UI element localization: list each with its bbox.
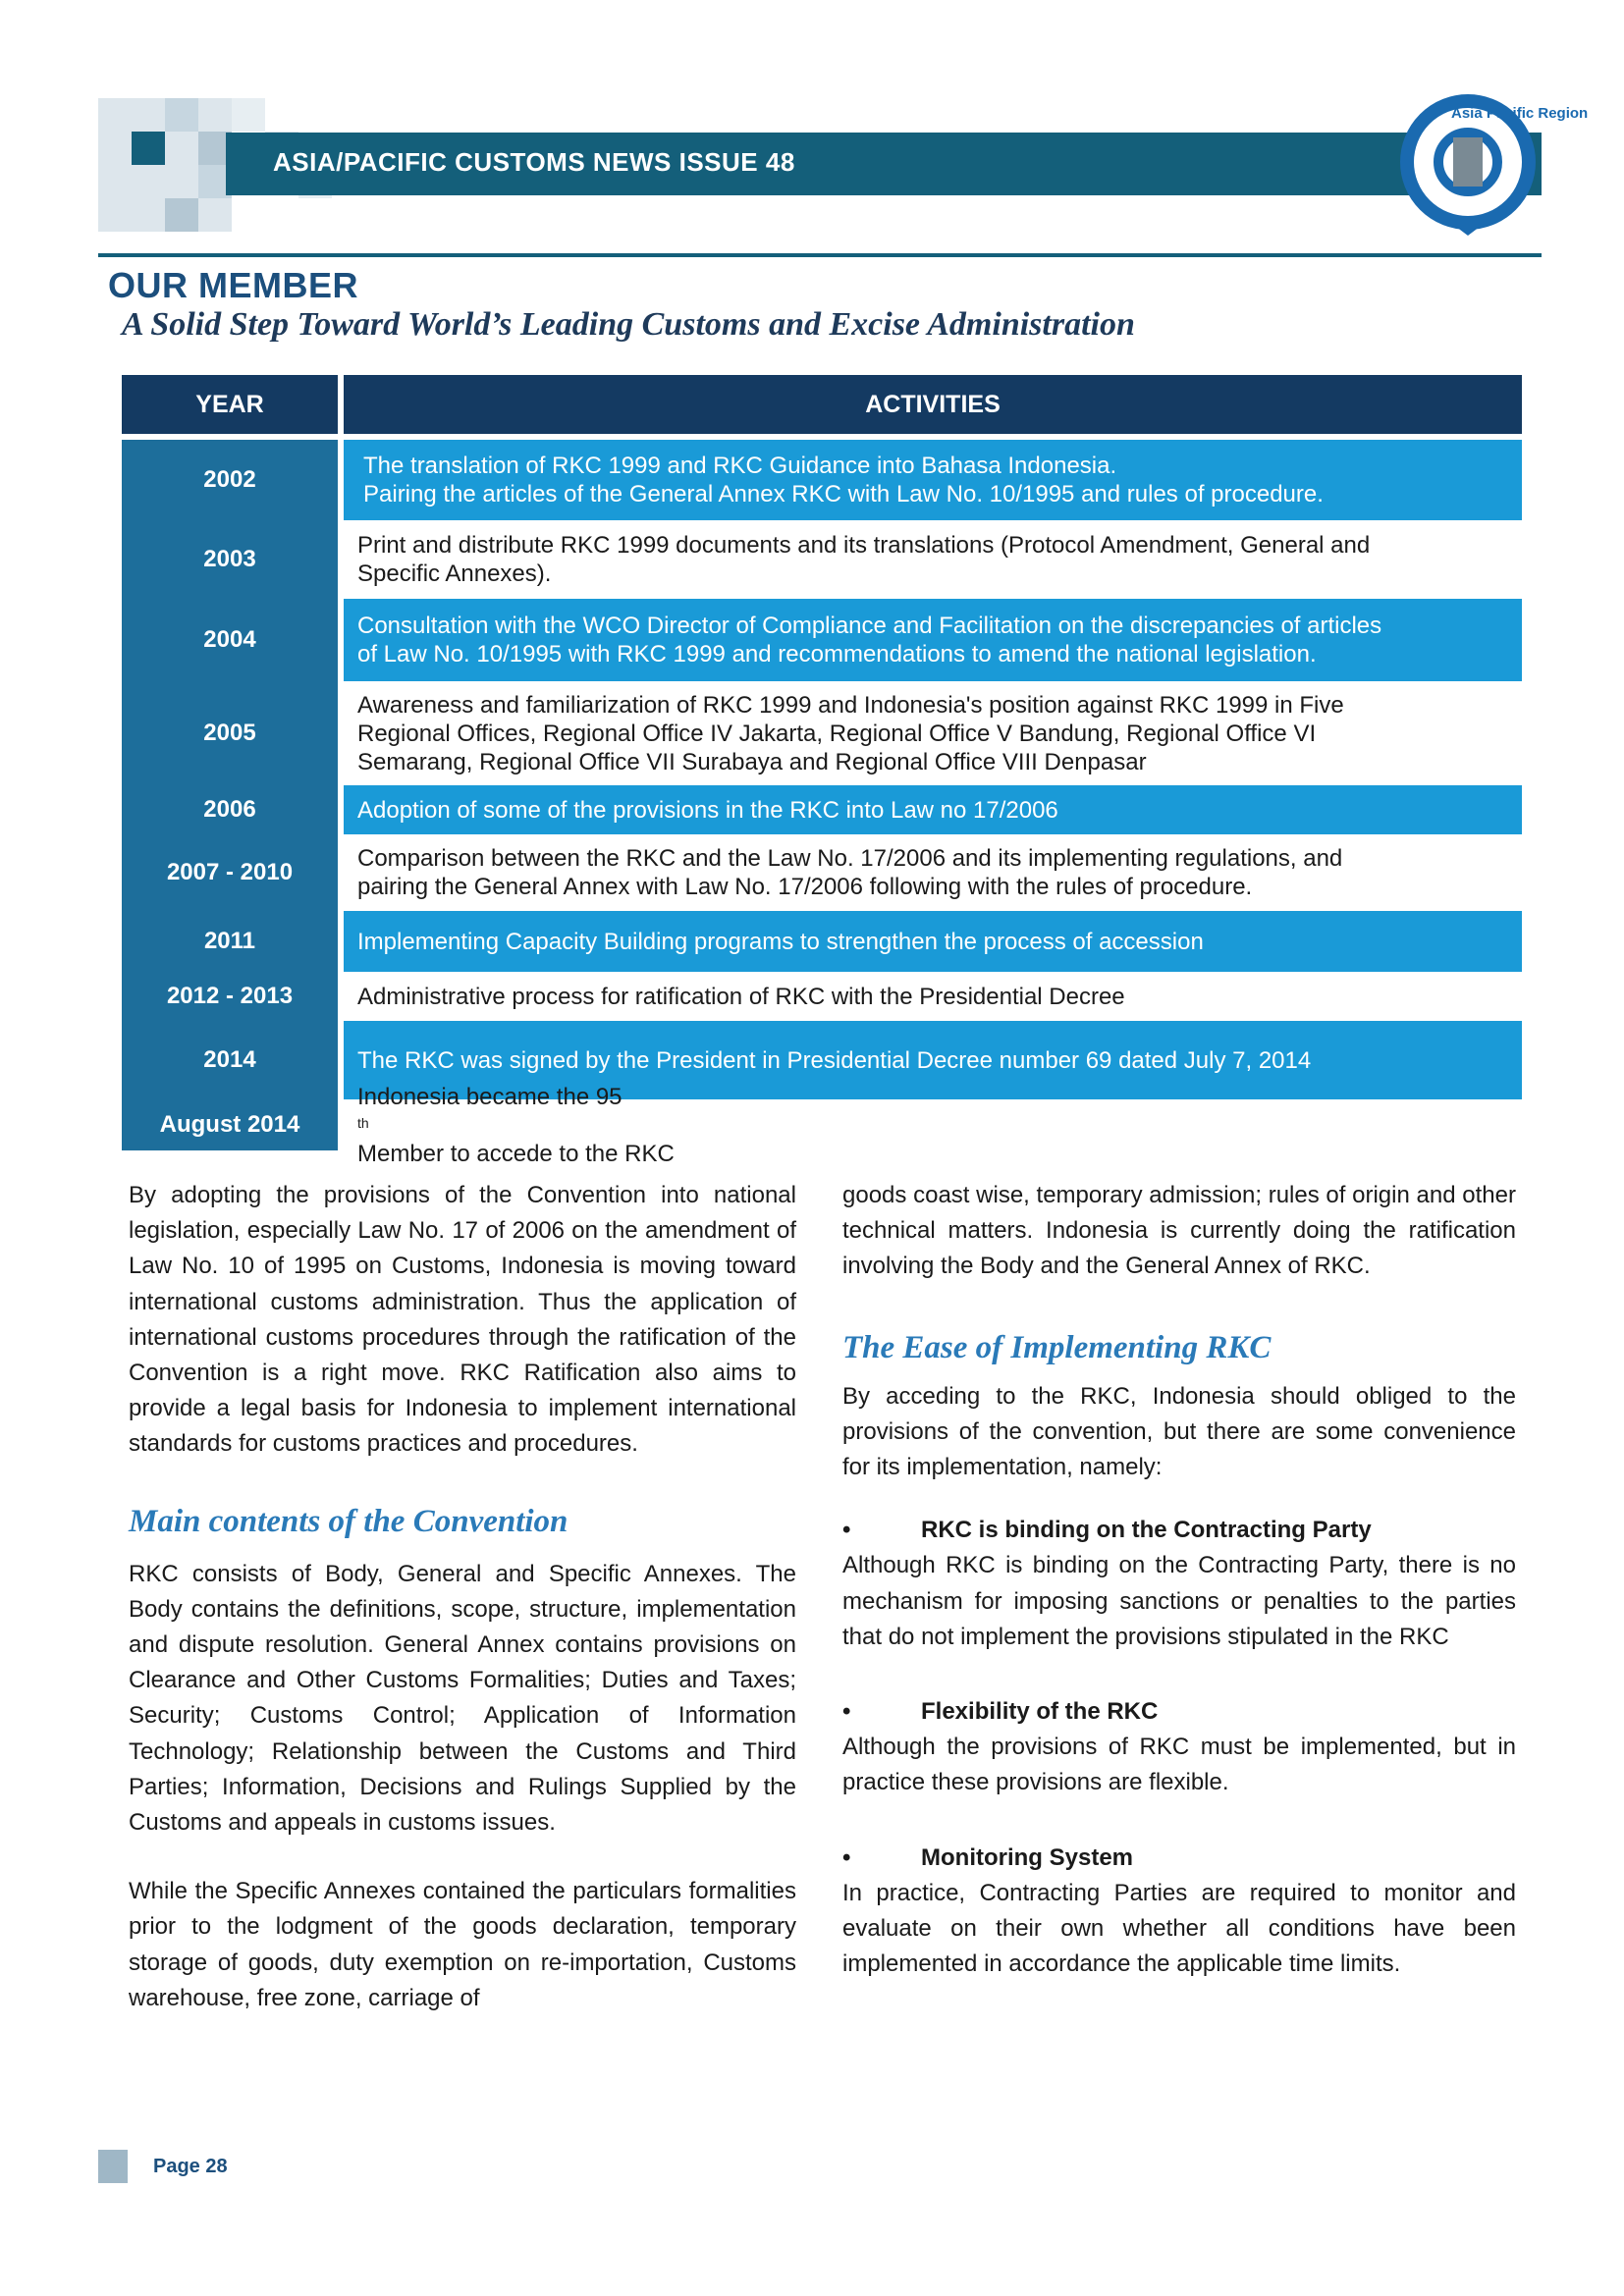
year-cell: 2003 (122, 520, 338, 599)
table-row (122, 599, 1522, 681)
bullet-heading (842, 1694, 1516, 1730)
bullet-icon: • (842, 1843, 851, 1871)
continued-paragraph: goods coast wise, temporary admission; rules of origin and other technical matters. Indonesia is currently doing the ratification involving the Body and the General Annex of RKC. (842, 1182, 1516, 1280)
table-row (122, 834, 1522, 911)
activity-cell (344, 834, 1522, 911)
header-rule (98, 253, 1542, 257)
table-row (122, 440, 1522, 520)
activity-line: Implementing Capacity Building programs to strengthen the process of accession (357, 928, 1204, 955)
activity-cell (344, 972, 1522, 1021)
right-column (842, 1178, 1516, 1982)
activity-line: Specific Annexes). (357, 561, 552, 587)
left-column (129, 1178, 796, 2016)
section-heading-main-contents: Main contents of the Convention (129, 1503, 568, 1539)
bullet-text: Although the provisions of RKC must be implemented, but in practice these provisions are flexible. (842, 1734, 1516, 1796)
activity-line (357, 1083, 675, 1168)
bullet-item (842, 1513, 1516, 1655)
page-number: Page 28 (153, 2156, 228, 2177)
activity-cell (344, 1083, 1522, 1167)
year-cell: 2006 (122, 785, 338, 834)
bullet-title: RKC is binding on the Contracting Party (921, 1517, 1372, 1544)
bullet-item (842, 1694, 1516, 1801)
bullet-text: In practice, Contracting Parties are required to monitor and evaluate on their own whether all conditions have been implemented in accordance the applicable time limits. (842, 1879, 1516, 1978)
year-cell: 2012 - 2013 (122, 972, 338, 1021)
body-paragraph: RKC consists of Body, General and Specific Annexes. The Body contains the definitions, scope, structure, implementation and dispute resolution. General Annex contains provisions on Clearance and Other Customs Formalities; Duties and Taxes; Security; Customs Control; Application of Information Technology; Relationship between the Customs and Third Parties; Information, Decisions and Rulings Supplied by the Customs and appeals in customs issues. (129, 1560, 796, 1837)
table-row (122, 520, 1522, 599)
table-row (122, 911, 1522, 972)
intro-paragraph: By adopting the provisions of the Convention into national legislation, especially Law No. 17 of 2006 on the amendment of Law No. 10 of 1995 on Customs, Indonesia is moving toward international customs administration. Thus the application of international customs procedures through the ratification of the Convention is a right move. RKC Ratification also aims to provide a legal basis for Indonesia to implement international standards for customs practices and procedures. (129, 1182, 796, 1458)
activity-cell (344, 785, 1522, 834)
body-paragraph: By acceding to the RKC, Indonesia should obliged to the provisions of the convention, but there are some convenience for its implementation, namely: (842, 1382, 1516, 1481)
table-row (122, 681, 1522, 785)
activity-line: pairing the General Annex with Law No. 17/2006 following with the rules of procedure. (357, 874, 1253, 900)
ordinal-suffix: th (357, 1114, 369, 1131)
activity-line: Semarang, Regional Office VII Surabaya and Regional Office VIII Denpasar (357, 748, 1147, 775)
activity-line: Regional Offices, Regional Office IV Jakarta, Regional Office V Bandung, Regional Office VI (357, 720, 1317, 747)
table-row (122, 1021, 1522, 1099)
activity-line: of Law No. 10/1995 with RKC 1999 and recommendations to amend the national legislation. (357, 641, 1317, 667)
activity-line: Administrative process for ratification of RKC with the Presidential Decree (357, 983, 1125, 1010)
bullet-heading (842, 1841, 1516, 1876)
activity-line: Awareness and familiarization of RKC 1999 and Indonesia's position against RKC 1999 in Five (357, 691, 1344, 719)
table-row (122, 1083, 1522, 1167)
bullet-heading (842, 1513, 1516, 1548)
bullet-text: Although RKC is binding on the Contracting Party, there is no mechanism for imposing sanctions or penalties to the parties that do not implement the provisions stipulated in the RKC (842, 1552, 1516, 1650)
table-header (122, 375, 1522, 434)
body-paragraph: While the Specific Annexes contained the particulars formalities prior to the lodgment of the goods declaration, temporary storage of goods, duty exemption on re-importation, Customs warehouse, free zone, carriage of (129, 1878, 796, 2011)
table-body (122, 440, 1522, 1167)
table-row (122, 972, 1522, 1021)
column-header-activities: ACTIVITIES (344, 375, 1522, 434)
article-title: A Solid Step Toward World’s Leading Customs and Excise Administration (122, 306, 1135, 343)
publication-title: ASIA/PACIFIC CUSTOMS NEWS ISSUE 48 (273, 147, 795, 177)
bullet-item (842, 1841, 1516, 1983)
column-header-year: YEAR (122, 375, 338, 434)
activity-line: Consultation with the WCO Director of Compliance and Facilitation on the discrepancies of articles (357, 613, 1382, 639)
activity-cell (344, 520, 1522, 599)
activity-line: The translation of RKC 1999 and RKC Guidance into Bahasa Indonesia. (363, 453, 1117, 479)
bullet-title: Monitoring System (921, 1843, 1134, 1871)
activity-cell (344, 599, 1522, 681)
bullet-icon: • (842, 1517, 851, 1544)
year-cell: 2002 (122, 440, 338, 520)
bullet-icon: • (842, 1698, 851, 1726)
activity-text: Indonesia became the 95 (357, 1083, 623, 1110)
activity-line: Adoption of some of the provisions in the RKC into Law no 17/2006 (357, 796, 1058, 824)
activity-line: Print and distribute RKC 1999 documents and its translations (Protocol Amendment, General and (357, 532, 1371, 559)
rkc-timeline-table (122, 375, 1522, 1167)
year-cell: 2005 (122, 681, 338, 785)
activity-line: Comparison between the RKC and the Law No. 17/2006 and its implementing regulations, and (357, 845, 1343, 872)
year-cell: 2007 - 2010 (122, 834, 338, 911)
activity-text: Member to accede to the RKC (357, 1140, 675, 1167)
bullet-title: Flexibility of the RKC (921, 1698, 1159, 1726)
activity-line: The RKC was signed by the President in Presidential Decree number 69 dated July 7, 2014 (357, 1046, 1312, 1074)
page-marker (98, 2150, 128, 2183)
year-cell: 2004 (122, 599, 338, 681)
year-cell: 2011 (122, 911, 338, 972)
logo-text: Asia Pacific Region (1451, 105, 1589, 122)
activity-cell (344, 440, 1522, 520)
table-row (122, 785, 1522, 834)
activity-line: Pairing the articles of the General Annex RKC with Law No. 10/1995 and rules of procedure. (363, 481, 1324, 507)
activity-cell (344, 681, 1522, 785)
activity-cell (344, 911, 1522, 972)
section-label: OUR MEMBER (108, 265, 358, 305)
section-heading-ease: The Ease of Implementing RKC (842, 1329, 1272, 1365)
year-cell: August 2014 (122, 1099, 338, 1150)
year-cell: 2014 (122, 1021, 338, 1099)
asia-pacific-logo (1394, 88, 1589, 245)
